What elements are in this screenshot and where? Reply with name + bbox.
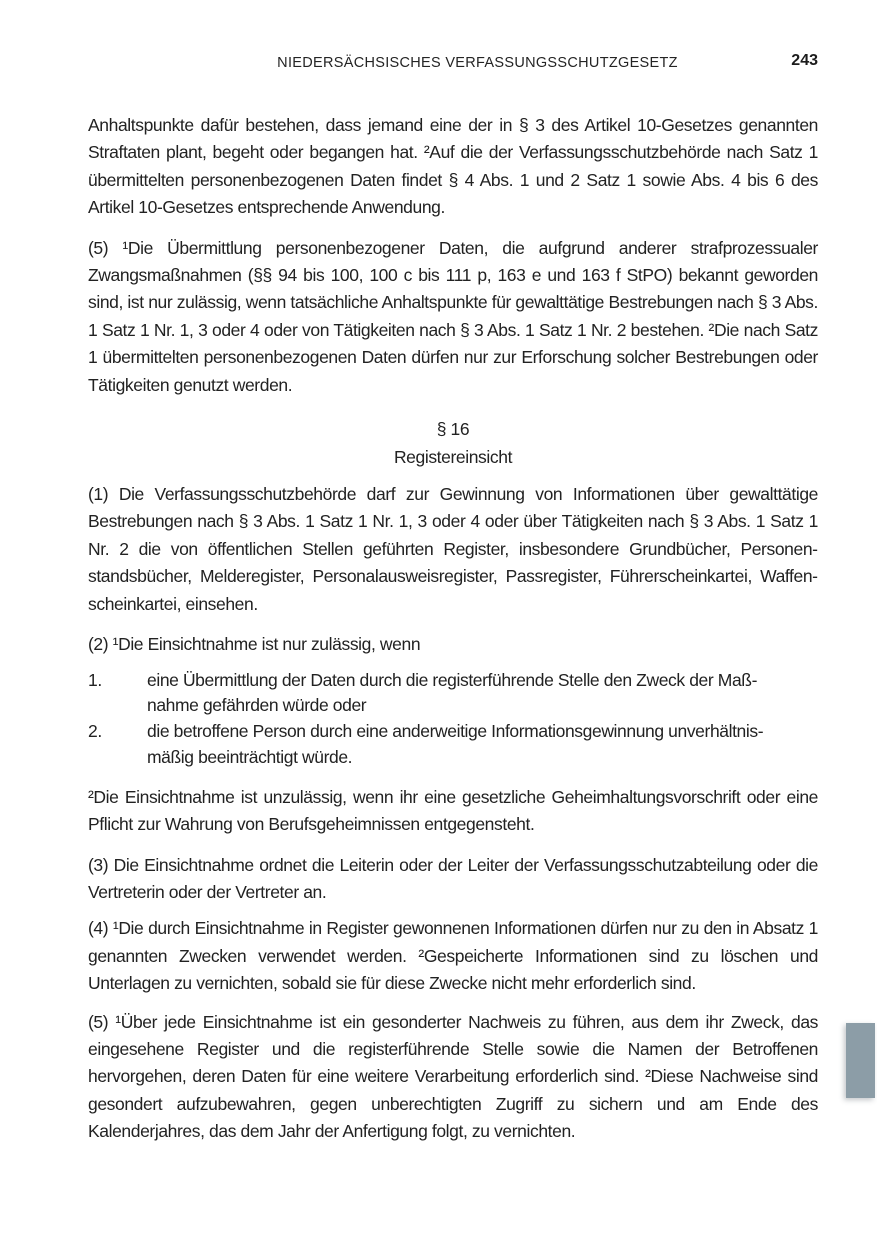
running-header-title: NIEDERSÄCHSISCHES VERFASSUNGSSCHUTZGESETZ <box>277 55 678 71</box>
paragraph-continuation: Anhaltspunkte dafür bestehen, dass jemand eine der in § 3 des Artikel 10-Gesetzes genannten Straftaten plant, begeht oder begangen hat. ²Auf die der Verfassungsschutzbehörde nach Satz 1 übermittelten personenbezogenen Daten findet § 4 Abs. 1 und 2 Satz 1 sowie Abs. 4 bis 6 des Artikel 10-Gesetzes entsprechende Anwendung. <box>88 115 818 218</box>
paragraph-abs4: (4) ¹Die durch Einsichtnahme in Register gewonnenen Informationen dürfen nur zu den in Absatz 1 genannten Zwecken verwendet werden. ²Gespeicherte Informationen sind zu löschen und Unterlagen zu vernichten, sobald sie für diese Zwecke nicht mehr erforderlich sind. <box>88 918 818 994</box>
paragraph-abs2-continuation: ²Die Einsichtnahme ist unzulässig, wenn ihr eine gesetzliche Geheimhaltungsvorschrift oder eine Pflicht zur Wahrung von Berufsgeheimnissen entgegensteht. <box>88 786 818 835</box>
paragraph-abs1: (1) Die Verfassungsschutzbehörde darf zur Gewinnung von Informationen über gewalttätige Bestrebungen nach § 3 Abs. 1 Satz 1 Nr. 1, 3 oder 4 oder über Tätigkeiten nach § 3 Abs. 1 Satz 1 Nr. 2 die von öffentlichen Stellen geführten Register, insbesondere Grundbücher, Personenstandsbücher, Melderegister, Personalausweisregister, Passregister, Führerscheinkartei, Waffenscheinkartei, einsehen. <box>88 484 818 614</box>
text-column <box>88 112 818 1159</box>
list-item-text: die betroffene Person durch eine anderweitige Informationsgewinnung unverhältnismäßig beeinträchtigt würde. <box>147 721 764 767</box>
section-heading <box>88 416 818 471</box>
list-item-number: 2. <box>88 721 102 742</box>
list-item-number: 1. <box>88 669 102 690</box>
section-title: Registereinsicht <box>393 446 513 467</box>
edge-index-tab <box>846 1023 875 1098</box>
section-number: § 16 <box>436 419 470 440</box>
paragraph-abs3: (3) Die Einsichtnahme ordnet die Leiterin oder der Leiter der Verfassungsschutzabteilung oder die Vertreterin oder der Vertreter an. <box>88 854 818 902</box>
list-item <box>88 719 818 771</box>
paragraph-abs5: (5) ¹Über jede Einsichtnahme ist ein gesonderter Nachweis zu führen, aus dem ihr Zweck, das eingesehene Register und die registerführende Stelle sowie die Namen der Betroffenen hervorgehen, deren Daten für eine weitere Verarbeitung erforderlich sind. ²Diese Nachweise sind gesondert aufzubewahren, gegen unberechtigten Zugriff zu sichern und am Ende des Kalenderjahres, das dem Jahr der Anfertigung folgt, zu vernichten. <box>88 1011 818 1142</box>
paragraph-abs5-previous-section: (5) ¹Die Übermittlung personenbezogener Daten, die aufgrund anderer strafprozessualer Zwangsmaßnahmen (§§ 94 bis 100, 100 c bis 111 p, 163 e und 163 f StPO) bekannt geworden sind, ist nur zulässig, wenn tatsächliche Anhaltspunkte für gewalttätige Bestrebungen nach § 3 Abs. 1 Satz 1 Nr. 1, 3 oder 4 oder von Tätigkeiten nach § 3 Abs. 1 Satz 1 Nr. 2 bestehen. ²Die nach Satz 1 übermittelten personenbezogenen Daten dürfen nur zur Erforschung solcher Bestrebungen oder Tätigkeiten genutzt werden. <box>88 237 818 395</box>
list-item <box>88 668 818 720</box>
page-number: 243 <box>791 52 818 69</box>
list-item-text: eine Übermittlung der Daten durch die registerführende Stelle den Zweck der Maßnahme gefährden würde oder <box>147 669 758 716</box>
paragraph-abs2-intro: (2) ¹Die Einsichtnahme ist nur zulässig, wenn <box>88 634 421 655</box>
numbered-list <box>88 668 818 771</box>
